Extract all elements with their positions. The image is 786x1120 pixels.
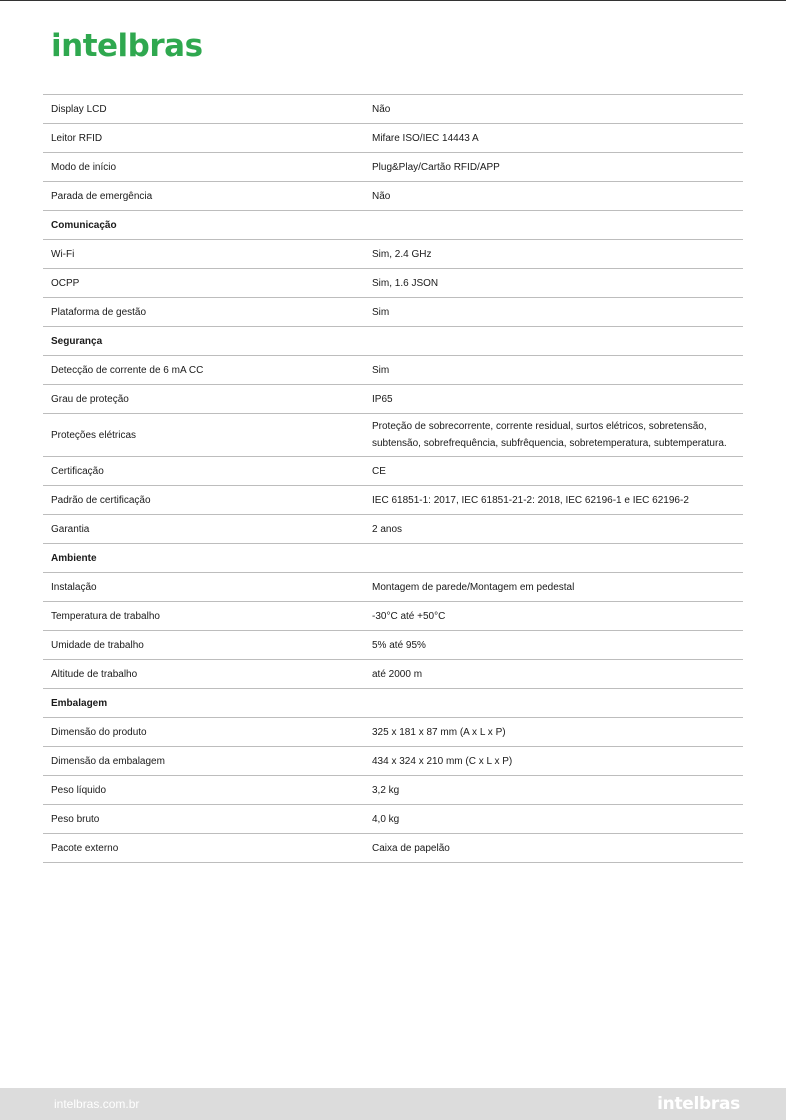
spec-label: Peso líquido	[51, 784, 107, 796]
spec-value: Não	[372, 103, 391, 115]
spec-row	[43, 95, 743, 124]
spec-label: Garantia	[51, 523, 90, 535]
spec-value: Sim	[372, 306, 390, 318]
spec-label: Modo de início	[51, 161, 117, 173]
spec-value: 5% até 95%	[372, 639, 426, 651]
spec-row	[43, 631, 743, 660]
spec-label: Detecção de corrente de 6 mA CC	[51, 364, 204, 376]
footer	[0, 1088, 786, 1120]
spec-label: Instalação	[51, 581, 97, 593]
spec-label: Dimensão da embalagem	[51, 755, 165, 767]
spec-row	[43, 805, 743, 834]
spec-row	[43, 298, 743, 327]
spec-row	[43, 776, 743, 805]
spec-value: Não	[372, 190, 391, 202]
spec-label: Temperatura de trabalho	[51, 610, 160, 622]
spec-row	[43, 602, 743, 631]
spec-row	[43, 153, 743, 182]
spec-row	[43, 747, 743, 776]
spec-label: Dimensão do produto	[51, 726, 147, 738]
top-rule	[0, 0, 786, 1]
spec-row	[43, 240, 743, 269]
spec-value: até 2000 m	[372, 668, 423, 680]
spec-label: Display LCD	[51, 103, 107, 115]
spec-row	[43, 385, 743, 414]
spec-row	[43, 834, 743, 863]
spec-value: 325 x 181 x 87 mm (A x L x P)	[372, 726, 506, 738]
spec-value: Proteção de sobrecorrente, corrente residual, surtos elétricos, sobretensão, subtensão, sobrefrequência, subfrêquencia, sobretemperatura, subtemperatura.	[372, 421, 727, 449]
spec-label: Pacote externo	[51, 842, 119, 854]
spec-value: IEC 61851-1: 2017, IEC 61851-21-2: 2018, IEC 62196-1 e IEC 62196-2	[372, 494, 689, 506]
spec-label: Parada de emergência	[51, 190, 153, 202]
spec-label: Wi-Fi	[51, 248, 75, 260]
brand-logo: intelbras	[51, 28, 203, 64]
section-title: Embalagem	[51, 697, 108, 709]
spec-label: Proteções elétricas	[51, 429, 137, 441]
spec-value: CE	[372, 465, 386, 477]
section-header-row	[43, 327, 743, 356]
spec-value: IP65	[372, 393, 393, 405]
spec-label: Padrão de certificação	[51, 494, 151, 506]
spec-value: Sim	[372, 364, 390, 376]
spec-value: -30°C até +50°C	[372, 610, 446, 622]
spec-row	[43, 573, 743, 602]
section-header-row	[43, 544, 743, 573]
spec-value: Sim, 2.4 GHz	[372, 248, 432, 260]
section-title: Comunicação	[51, 219, 117, 231]
spec-value: 2 anos	[372, 523, 403, 535]
section-header-row	[43, 211, 743, 240]
spec-value: 4,0 kg	[372, 813, 400, 825]
spec-row	[43, 124, 743, 153]
spec-label: Leitor RFID	[51, 132, 103, 144]
spec-label: Umidade de trabalho	[51, 639, 144, 651]
spec-row	[43, 414, 743, 457]
spec-value: Caixa de papelão	[372, 842, 450, 854]
spec-value: 434 x 324 x 210 mm (C x L x P)	[372, 755, 513, 767]
spec-label: Plataforma de gestão	[51, 306, 147, 318]
spec-row	[43, 457, 743, 486]
spec-row	[43, 515, 743, 544]
section-title: Segurança	[51, 335, 103, 347]
section-title: Ambiente	[51, 552, 97, 564]
section-header-row	[43, 689, 743, 718]
footer-url[interactable]: intelbras.com.br	[54, 1097, 140, 1111]
spec-row	[43, 182, 743, 211]
spec-row	[43, 269, 743, 298]
spec-value: Mifare ISO/IEC 14443 A	[372, 132, 479, 144]
spec-value: Plug&Play/Cartão RFID/APP	[372, 161, 500, 173]
spec-label: Certificação	[51, 465, 104, 477]
spec-row	[43, 356, 743, 385]
spec-value: Montagem de parede/Montagem em pedestal	[372, 581, 575, 593]
spec-value: Sim, 1.6 JSON	[372, 277, 439, 289]
spec-value: 3,2 kg	[372, 784, 400, 796]
spec-row	[43, 660, 743, 689]
spec-label: OCPP	[51, 277, 80, 289]
footer-logo: intelbras	[657, 1094, 740, 1114]
spec-label: Grau de proteção	[51, 393, 129, 405]
spec-label: Altitude de trabalho	[51, 668, 138, 680]
spec-table	[43, 94, 743, 863]
spec-label: Peso bruto	[51, 813, 100, 825]
spec-table-body	[43, 95, 743, 863]
spec-row	[43, 486, 743, 515]
spec-row	[43, 718, 743, 747]
